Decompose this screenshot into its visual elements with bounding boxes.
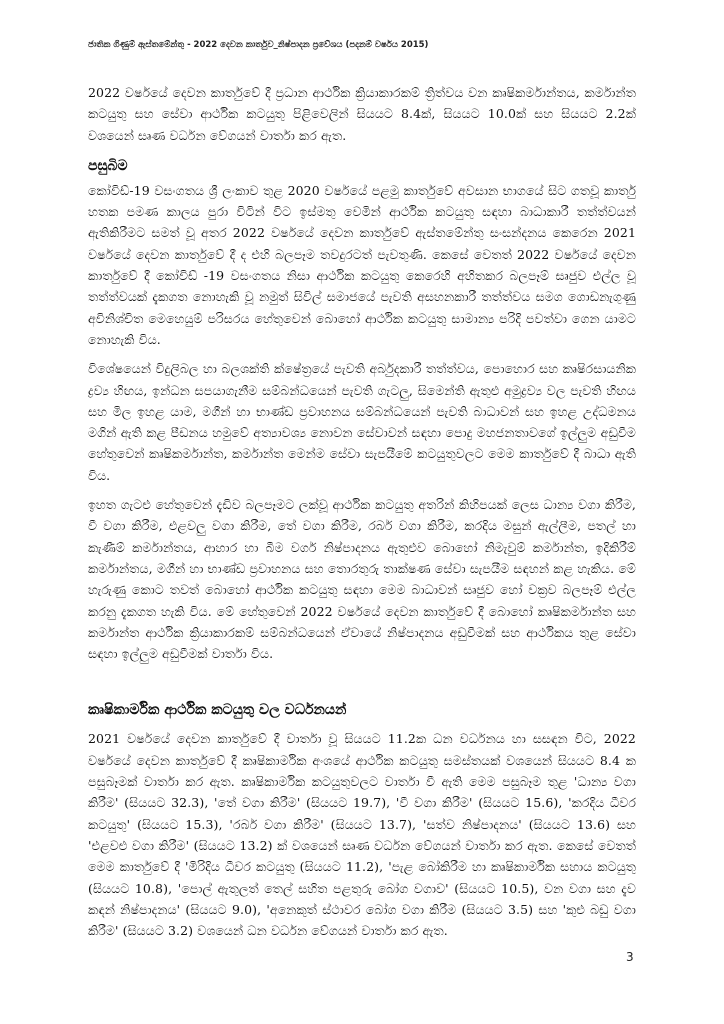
background-heading: පසුබිම xyxy=(88,157,128,174)
background-paragraph-2: විශේෂයෙන් විදුලිබල හා බලශක්ති ක්ෂේත්‍රයේ පැවති අර්බුදකාරී තත්ත්වය, පොහොර සහ කෘෂිරසායනික ද්‍රව්‍ය හිඟය, ඉන්ධන සපයාගැනීම සම්බන්ධයෙන් පැවති ගැටලු, සිමෙන්ති ඇතුළු අමුද්‍රව්‍ය වල පැවති හිඟය සහ මිල ඉහළ යාම, මගීන් හා භාණ්ඩ ප්‍රවාහනය සම්බන්ධයෙන් පැවති බාධාවන් සහ ඉහළ උද්ධමනය මගින් ඇති කළ පීඩනය හමුවේ අත්‍යාවශ්‍ය නොවන සේවාවන් සඳහා පොදු මහජනතාවගේ ඉල්ලුම අඩුවීම හේතුවෙන් කෘෂිකර්මාන්ත, කර්මාන්ත මෙන්ම සේවා සැපයීමේ කටයුතුවලට මෙම කාර්තුවේ දී බාධා ඇති විය. xyxy=(88,361,636,483)
background-paragraph-1: කෝවිඩ්-19 වසංගතය ශ්‍රී ලංකාව තුළ 2020 වර්ෂයේ පළමු කාර්තුවේ අවසාන භාගයේ සිට ගතවූ කාර්තු හතක පමණ කාලය පුරා විටින් විට ඉස්මතු වෙමින් ආර්ථික කටයුතු සඳහා බාධාකාරී තත්ත්වයන් ඇතිකිරීමට සමත් වූ අතර 2022 වර්ෂයේ දෙවන කාර්තුවේ ඇස්තමේන්තු සංසන්දනය කෙරෙන 2021 වර්ෂයේ දෙවන කාර්තුවේ දී ද එහි බලපෑම තවදුරටත් පැවතුණි. කෙසේ වෙතත් 2022 වර්ෂයේ දෙවන කාර්තුවේ දී කෝවිඩ් -19 වසංගතය නිසා ආර්ථික කටයුතු කෙරෙහි අහිතකර බලපෑම් සෘජුව එල්ල වූ තත්ත්වයක් දැකගත නොහැකි වූ නමුත් සිවිල් සමාජයේ පැවති අසහනකාරී තත්ත්වය සමග ගොඩනැගුණු අවිනිශ්චිත මෙහෙයුම් පරිසරය හේතුවෙන් බොහෝ ආර්ථික කටයුතු සාමාන්‍ය පරිදි පවත්වා ගෙන යාමට නොහැකි විය. xyxy=(88,182,636,347)
intro-paragraph: 2022 වර්ෂයේ දෙවන කාර්තුවේ දී ප්‍රධාන ආර්ථික ක්‍රියාකාරකම් ත්‍රිත්වය වන කෘෂිකර්මාන්තය, කර්මාන්ත කටයුතු සහ සේවා ආර්ථික කටයුතු පිළිවෙලින් සියයට 8.4ක්, සියයට 10.0ක් සහ සියයට 2.2ක් වශයෙන් සෘණ වර්ධන වේගයන් වාර්තා කර ඇත. xyxy=(88,85,636,143)
agriculture-heading: කෘෂිකාර්මික ආර්ථික කටයුතු වල වර්ධනයන් xyxy=(88,702,347,719)
page-number: 3 xyxy=(626,950,634,964)
background-paragraph-3: ඉහත ගැටළු හේතුවෙන් දැඩිව බලපෑමට ලක්වූ ආර්ථික කටයුතු අතරින් කිහිපයක් ලෙස ධාන්‍ය වගා කිරීම, වී වගා කිරීම, එළවලු වගා කිරීම, තේ වගා කිරීම, රබර් වගා කිරීම, කරදිය මසුන් ඇල්ලීම, පතල් හා කැණීම් කර්මාන්තය, ආහාර හා බීම වර්ග නිෂ්පාදනය ඇතුළුව බොහෝ නිමැවුම් කර්මාන්ත, ඉදිකිරීම් කර්මාන්තය, මගීන් හා භාණ්ඩ ප්‍රවාහනය සහ තොරතුරු තාක්ෂණ සේවා සැපයීම සඳහන් කළ හැකිය. මේ හැරුණු කොට තවත් බොහෝ ආර්ථික කටයුතු සඳහා මෙම බාධාවන් සෘජුව හෝ වක්‍රව බලපෑම් එල්ල කරනු දැකගත හැකි විය. මේ හේතුවෙන් 2022 වර්ෂයේ දෙවන කාර්තුවේ දී බොහෝ කෘෂිකර්මාන්ත සහ කර්මාන්ත ආර්ථික ක්‍රියාකාරකම් සම්බන්ධයෙන් ඒවායේ නිෂ්පාදනය අඩුවීමක් සහ ආර්ථිකය තුළ සේවා සඳහා ඉල්ලුම අඩුවීමක් වාර්තා විය. xyxy=(88,497,636,662)
agriculture-paragraph: 2021 වර්ෂයේ දෙවන කාර්තුවේ දී වාර්තා වූ සියයට 11.2ක ධන වර්ධනය හා සසඳන විට, 2022 වර්ෂයේ දෙවන කාර්තුවේ දී කෘෂිකාර්මික අංශයේ ආර්ථික කටයුතු සමස්තයක් වශයෙන් සියයට 8.4 ක පසුබෑමක් වාර්තා කර ඇත. කෘෂිකාර්මික කටයුතුවලට වාර්තා වී ඇති මෙම පසුබෑම තුළ 'ධාන්‍ය වගා කිරීම' (සියයට 32.3), 'තේ වගා කිරීම' (සියයට 19.7), 'වී වගා කිරීම' (සියයට 15.6), 'කරදිය ධීවර කටයුතු' (සියයට 15.3), 'රබර් වගා කිරීම' (සියයට 13.7), 'සත්ව නිෂ්පාදනය' (සියයට 13.6) සහ 'එළවළු වගා කිරීම' (සියයට 13.2) ක් වශයෙන් සෘණ වර්ධන වේගයන් වාර්තා කර ඇත. කෙසේ වෙතත් මෙම කාර්තුවේ දී 'මිරිදිය ධීවර කටයුතු (සියයට 11.2), 'පැළ බෝකිරීම හා කෘෂිකාර්මික සහාය කටයුතු (සියයට 10.8), 'පොල් ඇතුලත් තෙල් සහිත පළතුරු බෝග වගාව' (සියයට 10.5), වන වගා සහ දැව කඳන් නිෂ්පාදනය' (සියයට 9.0), 'අනෙකුත් ස්ථාවර බෝග වගා කිරීම (සියයට 3.5) සහ 'කුළු බඩු වගා කිරීම' (සියයට 3.2) වශයෙන් ධන වර්ධන වේගයන් වාර්තා කර ඇත. xyxy=(88,731,636,939)
page-body xyxy=(88,82,636,941)
running-header: ජාතික ගිණුම් ඇස්තමේන්තු - 2022 දෙවන කාර්තුව_නිෂ්පාදන ප්‍රවේශය (පදනම් වර්ෂය 2015) xyxy=(88,40,429,50)
